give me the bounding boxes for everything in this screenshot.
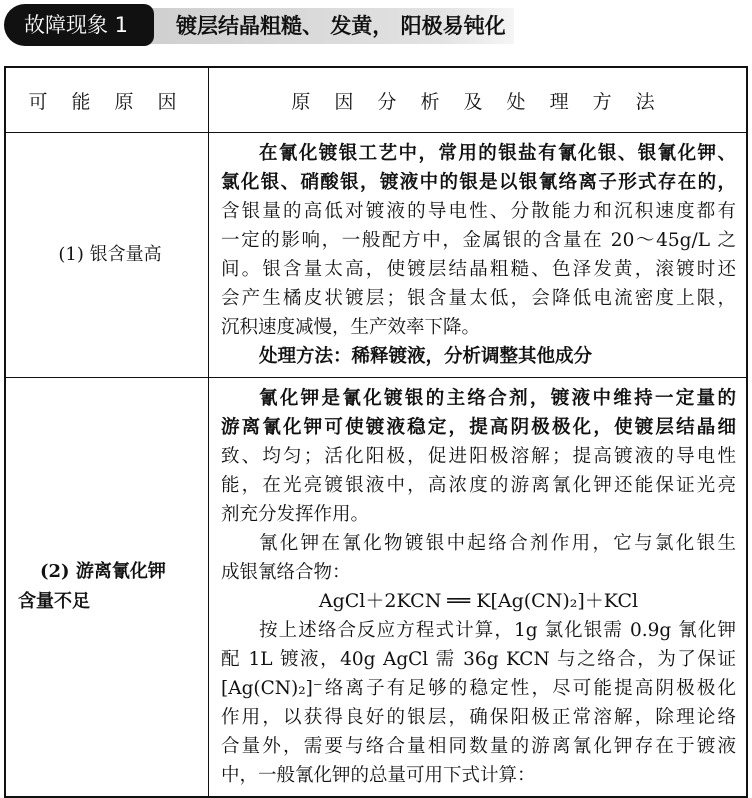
text-line: 中，一般氰化钾的总量可用下式计算： (221, 765, 536, 786)
text-line: 含银量的高低对镀液的导电性、分散能力和沉积速度都有 (221, 201, 736, 222)
treatment-method: 处理方法：稀释镀液，分析调整其他成分 (259, 346, 593, 367)
text-line: 按上述络合反应方程式计算，1g 氯化银需 0.9g 氰化钾 (259, 620, 736, 641)
analysis-cell (209, 378, 748, 798)
text-line: 沉积速度减慢，生产效率下降。 (221, 317, 481, 338)
cause-text: (1) 银含量高 (58, 244, 162, 265)
text-line: 间。银含量太高，使镀层结晶粗糙、色泽发黄，滚镀时还 (221, 259, 736, 280)
table-header-row (5, 67, 747, 133)
text-line: 配 1L 镀液，40g AgCl 需 36g KCN 与之络合，为了保证 (221, 649, 736, 670)
cause-text: 含量不足 (18, 591, 90, 612)
header-analysis: 原 因 分 析 及 处 理 方 法 (209, 67, 748, 133)
text-line: 氰化钾在氰化物镀银中起络合剂作用，它与氯化银生 (259, 533, 736, 554)
text-line: 成银氰络合物： (221, 562, 351, 583)
fault-badge: 故障现象 1 (4, 4, 154, 46)
text-line: 氰化钾是氰化镀银的主络合剂，镀液中维持一定量的 (259, 388, 736, 409)
table-row (5, 133, 747, 378)
fault-table (4, 66, 748, 798)
text-line: [Ag(CN)₂]⁻络离子有足够的稳定性，尽可能提高阴极极化 (221, 678, 736, 699)
chemical-equation: AgCl＋2KCN ══ K[Ag(CN)₂]＋KCl (318, 590, 639, 612)
analysis-cell (209, 133, 748, 378)
text-line: 会产生橘皮状镀层；银含量太低，会降低电流密度上限， (221, 288, 736, 309)
text-line: 作用，以获得良好的银层，确保阳极正常溶解，除理论络 (221, 707, 736, 728)
section-title (4, 4, 524, 46)
text-line: 合量外，需要与络合量相同数量的游离氰化钾存在于镀液 (221, 736, 736, 757)
header-cause: 可 能 原 因 (5, 67, 209, 133)
text-line: 剂充分发挥作用。 (221, 504, 370, 525)
cause-cell (5, 378, 209, 798)
text-line: 在氰化镀银工艺中，常用的银盐有氰化银、银氰化钾、 (259, 143, 736, 164)
table-row (5, 378, 747, 798)
text-line: 一定的影响，一般配方中，金属银的含量在 20～45g/L 之 (221, 230, 736, 251)
text-line: 致、均匀；活化阳极，促进阳极溶解；提高镀液的导电性 (221, 446, 736, 467)
cause-text: (2) 游离氰化钾 (40, 561, 166, 582)
text-line: 游离氰化钾可使镀液稳定，提高阴极极化，使镀层结晶细 (221, 417, 736, 438)
cause-cell (5, 133, 209, 378)
fault-heading: 镀层结晶粗糙、 发黄， 阳极易钝化 (144, 8, 514, 44)
text-line: 氯化银、硝酸银，镀液中的银是以银氰络离子形式存在的， (221, 172, 736, 193)
text-line: 能，在光亮镀银液中，高浓度的游离氰化钾还能保证光亮 (221, 475, 736, 496)
